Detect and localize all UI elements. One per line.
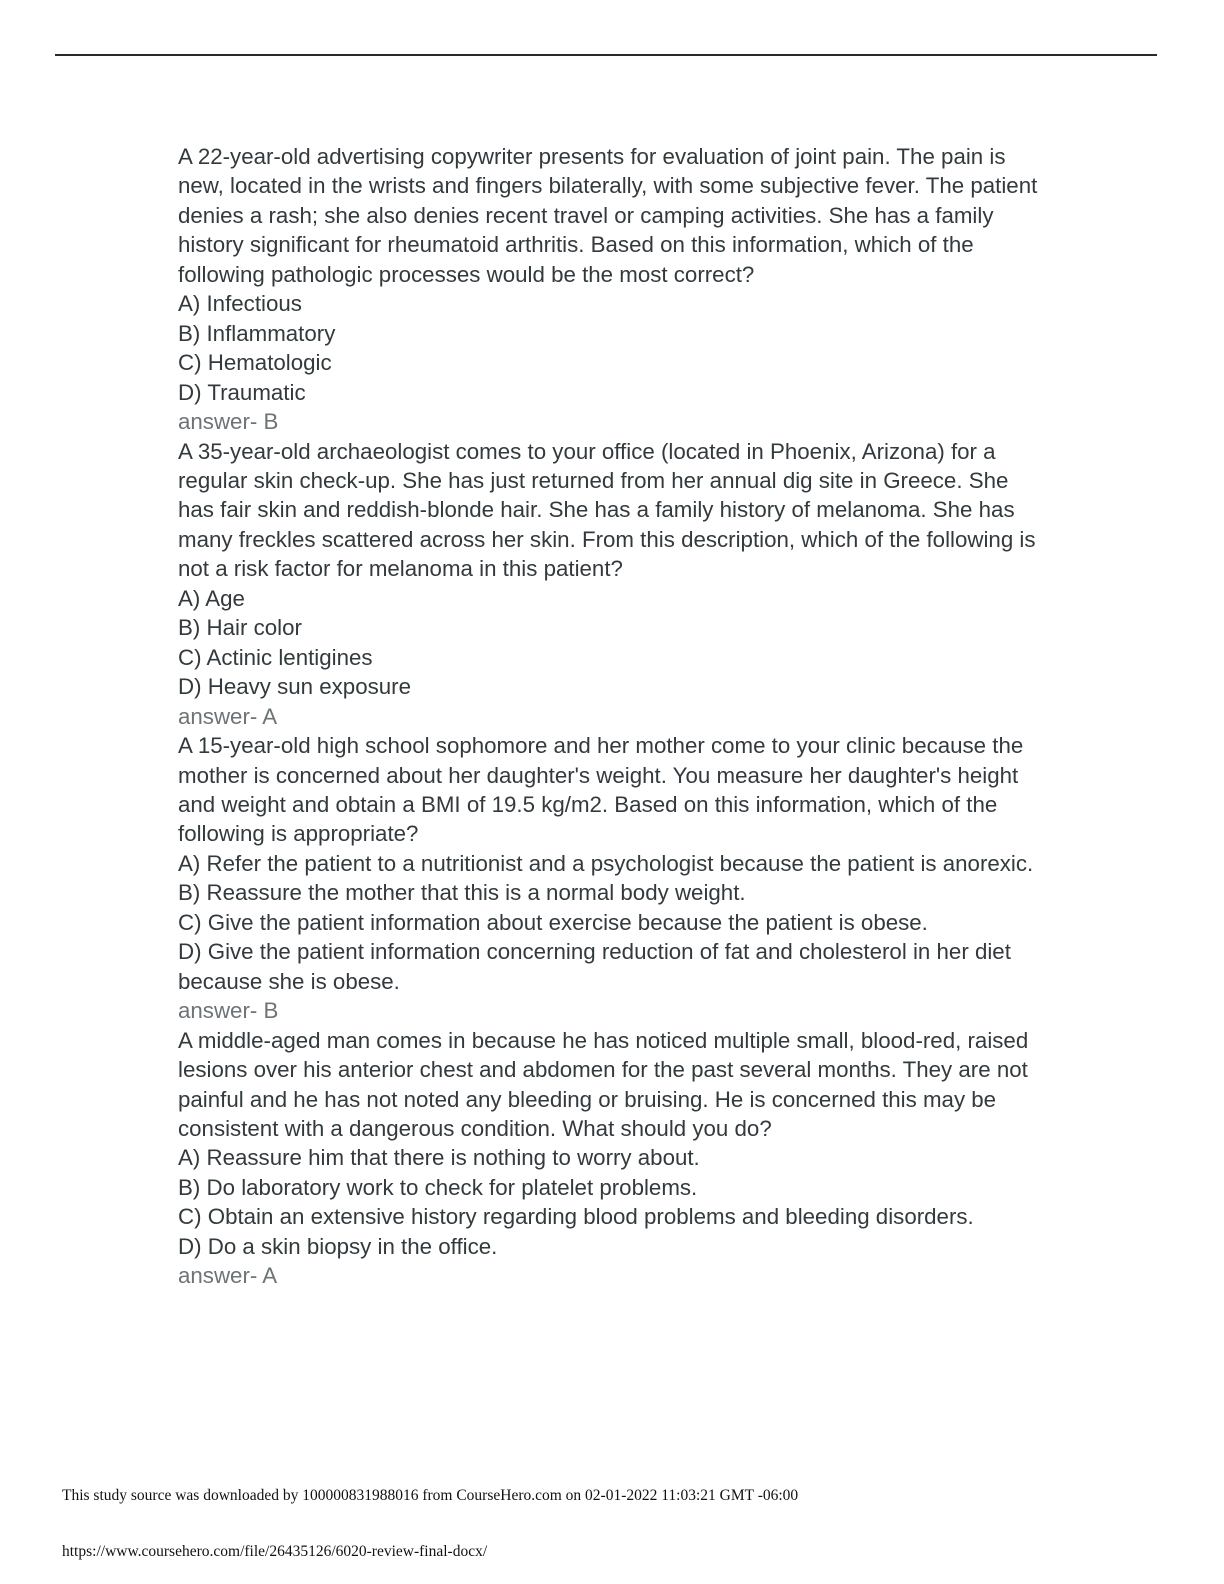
option-item: D) Give the patient information concerning reduction of fat and cholesterol in her diet because she is obese. (178, 939, 1011, 994)
option-item: B) Inflammatory (178, 320, 336, 346)
option-item: C) Give the patient information about exercise because the patient is obese. (178, 909, 928, 935)
answer-line: answer- A (178, 703, 278, 729)
question-stem: A 35-year-old archaeologist comes to your office (located in Phoenix, Arizona) for a regular skin check-up. She has just returned from her annual dig site in Greece. She has fair skin and reddish-blonde hair. She has a family history of melanoma. She has many freckles scattered across her skin. From this description, which of the following is not a risk factor for melanoma in this patient? (178, 438, 1036, 582)
question-block (178, 142, 1048, 437)
option-item: A) Age (178, 585, 245, 611)
question-block (178, 1026, 1048, 1291)
option-item: B) Do laboratory work to check for platelet problems. (178, 1174, 698, 1200)
option-item: C) Actinic lentigines (178, 644, 373, 670)
option-item: C) Hematologic (178, 350, 332, 376)
option-item: C) Obtain an extensive history regarding blood problems and bleeding disorders. (178, 1204, 974, 1230)
option-item: B) Hair color (178, 615, 302, 641)
answer-line: answer- B (178, 998, 279, 1024)
question-block (178, 731, 1048, 1026)
option-item: A) Refer the patient to a nutritionist and a psychologist because the patient is anorexic. (178, 850, 1034, 876)
question-stem: A middle-aged man comes in because he has noticed multiple small, blood-red, raised lesions over his anterior chest and abdomen for the past several months. They are not painful and he has not noted any bleeding or bruising. He is concerned this may be consistent with a dangerous condition. What should you do? (178, 1027, 1029, 1141)
option-item: A) Infectious (178, 291, 302, 317)
download-note: This study source was downloaded by 100000831988016 from CourseHero.com on 02-01-2022 11:03:21 GMT -06:00 (62, 1487, 799, 1504)
document-body (178, 142, 1048, 1291)
question-stem: A 15-year-old high school sophomore and her mother come to your clinic because the mother is concerned about her daughter's weight. You measure her daughter's height and weight and obtain a BMI of 19.5 kg/m2. Based on this information, which of the following is appropriate? (178, 733, 1024, 847)
answer-line: answer- B (178, 409, 279, 435)
option-item: D) Traumatic (178, 379, 306, 405)
question-block (178, 437, 1048, 732)
header-rule (55, 54, 1157, 56)
option-item: D) Heavy sun exposure (178, 674, 411, 700)
option-item: A) Reassure him that there is nothing to worry about. (178, 1145, 700, 1171)
source-url-link[interactable]: https://www.coursehero.com/file/26435126/6020-review-final-docx/ (62, 1543, 488, 1560)
option-item: D) Do a skin biopsy in the office. (178, 1233, 498, 1259)
option-item: B) Reassure the mother that this is a normal body weight. (178, 880, 746, 906)
question-stem: A 22-year-old advertising copywriter presents for evaluation of joint pain. The pain is new, located in the wrists and fingers bilaterally, with some subjective fever. The patient denies a rash; she also denies recent travel or camping activities. She has a family history significant for rheumatoid arthritis. Based on this information, which of the following pathologic processes would be the most correct? (178, 144, 1038, 287)
answer-line: answer- A (178, 1263, 278, 1289)
